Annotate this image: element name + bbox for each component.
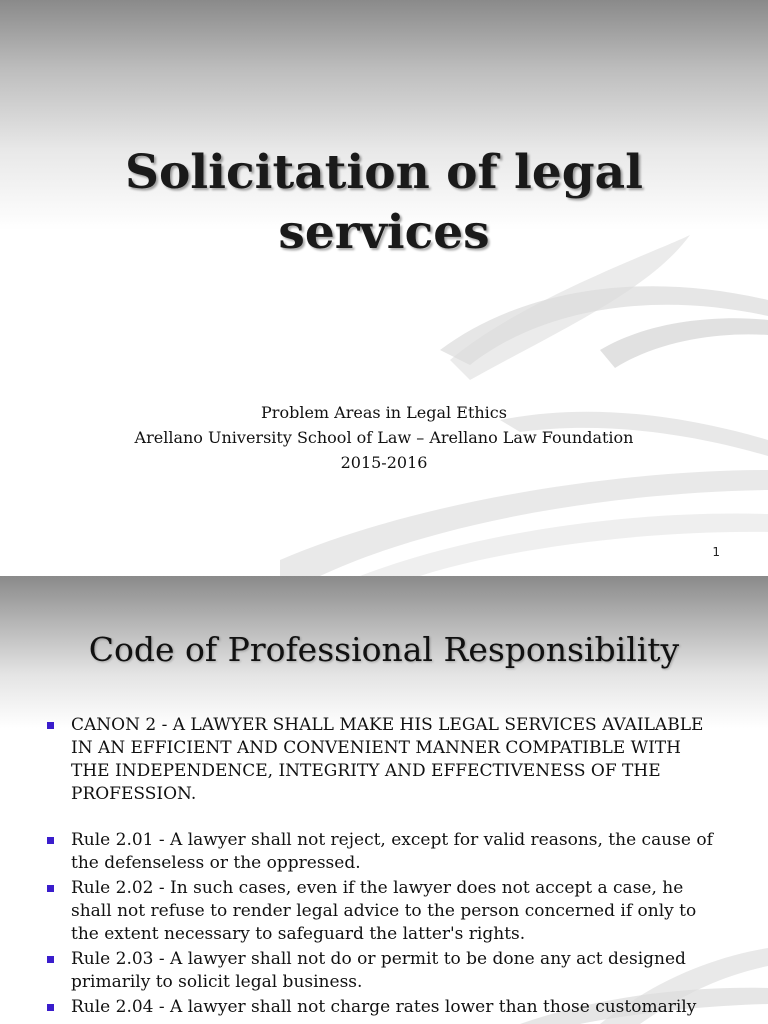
square-bullet-icon [47,722,54,729]
subtitle-school: Arellano University School of Law – Arellano Law Foundation [134,428,634,447]
list-item-text: CANON 2 - A LAWYER SHALL MAKE HIS LEGAL SERVICES AVAILABLE IN AN EFFICIENT AND CONVENIENT MANNER COMPATIBLE WITH THE INDEPENDENCE, INTEGRITY AND EFFECTIVENESS OF THE PROFESSION. [71,715,704,804]
subtitle-year: 2015-2016 [340,453,428,472]
square-bullet-icon [47,1004,54,1011]
list-item-text: Rule 2.02 - In such cases, even if the lawyer does not accept a case, he shall not refuse to render legal advice to the person concerned if only to the extent necessary to safeguard the latter's rights. [71,878,697,944]
subtitle-course: Problem Areas in Legal Ethics [261,403,507,422]
square-bullet-icon [47,885,54,892]
list-item [44,877,724,946]
bullet-list [44,714,724,1021]
list-item [44,829,724,875]
square-bullet-icon [47,956,54,963]
list-item [44,996,724,1019]
square-bullet-icon [47,837,54,844]
list-item [44,714,724,806]
list-item [44,948,724,994]
content-slide [0,576,768,1024]
list-item-text: Rule 2.01 - A lawyer shall not reject, except for valid reasons, the cause of the defenseless or the oppressed. [71,830,713,873]
slide-number: 1 [712,545,720,559]
list-item-text: Rule 2.04 - A lawyer shall not charge rates lower than those customarily [71,997,697,1017]
slide-title: Code of Professional Responsibility [88,630,680,669]
list-item-text: Rule 2.03 - A lawyer shall not do or permit to be done any act designed primarily to solicit legal business. [71,949,686,992]
slide-subtitle [84,400,684,475]
slide-title-line-2: services [278,205,490,260]
slide-title [84,143,684,263]
slide-title-line-1: Solicitation of legal [125,145,643,200]
